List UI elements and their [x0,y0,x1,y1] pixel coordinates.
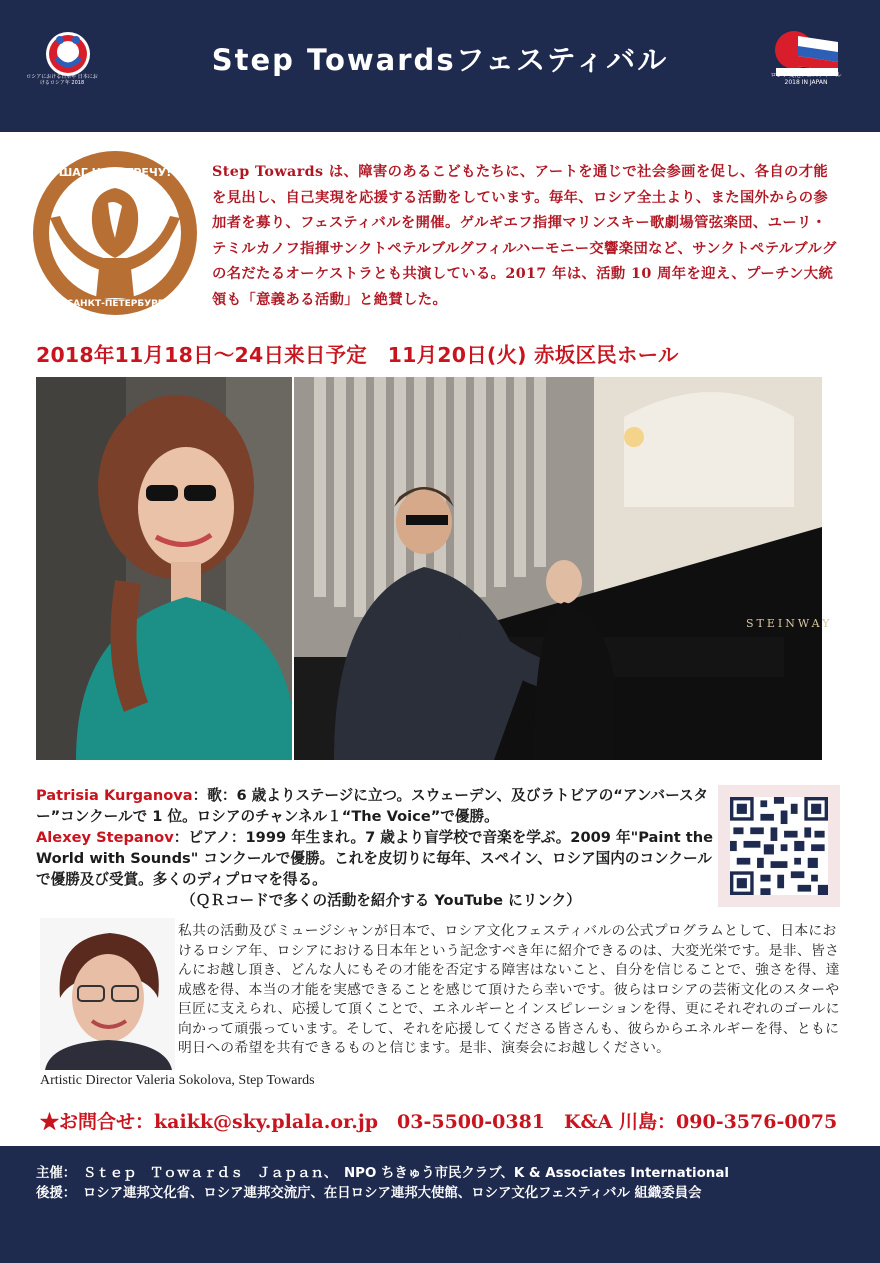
director-portrait [40,918,175,1070]
event-dateline: 2018年11月18日〜24日来日予定 11月20日(火) 赤坂区民ホール [36,343,679,367]
qr-code-icon[interactable] [730,797,828,895]
intro-paragraph: Step Towards は、障害のあるこどもたちに、アートを通じで社会参画を促し、各自の才能を見出し、自己実現を応援する活動をしています。毎年、ロシア全土より、また国外からの参加者を募り、フェスティバルを開催。ゲルギエフ指揮マリンスキー歌劇場管弦楽団、ユーリ・テミルカノフ指揮サンクトペテルブルグフィルハーモニー交響楽団など、サンクトペテルブルグの名だたるオーケストラとも共演している。2017 年は、活動 10 周年を迎え、プーチン大統領も「意義ある活動」と絶賛した。 [212,164,837,308]
qr-note: （ＱＲコードで多くの活動を紹介する YouTube にリンク） [181,892,581,909]
singer-photo [36,377,292,760]
pianist-bio: ：ピアノ：1999 年生まれ。7 歳より盲学校で音楽を学ぶ。2009 年"Paint the World with Sounds" コンクールで優勝。これを皮切りに毎年、スペイン、ロシア国内のコンクールで優勝及び受賞。多くのディプロマを得る。 [36,829,714,888]
singer-bio: ：歌：6 歳よりステージに立つ。スウェーデン、及びラトビアの“アンバースター”コンクールで 1 位。ロシアのチャンネル１“The Voice”で優勝。 [36,787,709,825]
right-logo-caption: ロシア文化フェスティバル 2018 IN JAPAN [770,72,842,86]
emblem-text-bottom: САНКТ-ПЕТЕРБУРГ [66,299,164,309]
qr-code-panel[interactable] [718,785,840,907]
header-bar [0,0,880,132]
musician-bios [36,785,726,911]
piano-brand-label: STEINWAY [746,617,833,630]
organizers-line: 主催： Ｓｔｅｐ Ｔｏｗａｒｄｓ Ｊａｐａｎ、 NPO ちきゅう市民クラブ、K & Associates International [36,1166,729,1181]
emblem-text-top: ШАГ НАВСТРЕЧУ! [58,166,172,179]
step-towards-emblem [30,148,200,318]
pianist-photo [294,377,833,760]
footer-bar [0,1146,880,1263]
sponsors-line: 後援： ロシア連邦文化省、ロシア連邦交流庁、在日ロシア連邦大使館、ロシア文化フェスティバル 組織委員会 [36,1186,702,1201]
director-caption: Artistic Director Valeria Sokolova, Step Towards [40,1073,315,1088]
contact-info: ★お問合せ：kaikk@sky.plala.or.jp 03-5500-0381 K&A 川島：090-3576-0075 [40,1111,838,1133]
left-logo-caption: ロシアにおける日本年 日本におけるロシア年 2018 [26,74,98,86]
japan-russia-year-logo [36,28,100,98]
singer-name: Patrisia Kurganova [36,787,193,804]
page-title: Step Towardsフェスティバル [211,43,669,77]
pianist-name: Alexey Stepanov [36,829,174,846]
director-message: 私共の活動及びミュージシャンが日本で、ロシア文化フェスティバルの公式プログラムとして、日本におけるロシア年、ロシアにおける日本年という記念すべき年に紹介できるのは、大変光栄です。是非、皆さんにお越し頂き、どんな人にもその才能を否定する障害はないこと、自分を信じることで、強さを得、達成感を得、本当の才能を実感できることを感じて頂けたら幸いです。彼らはロシアの芸術文化のスターや巨匠に支えられ、応援して頂くことで、エネルギーとインスピレーションを得、更にそれぞれのゴールに向かって頑張っています。そして、それを応援してくださる皆さんも、彼らからエネルギーを得、ともに明日への希望を共有できるものと信じます。是非、演奏会にお越しください。 [178,923,840,1056]
